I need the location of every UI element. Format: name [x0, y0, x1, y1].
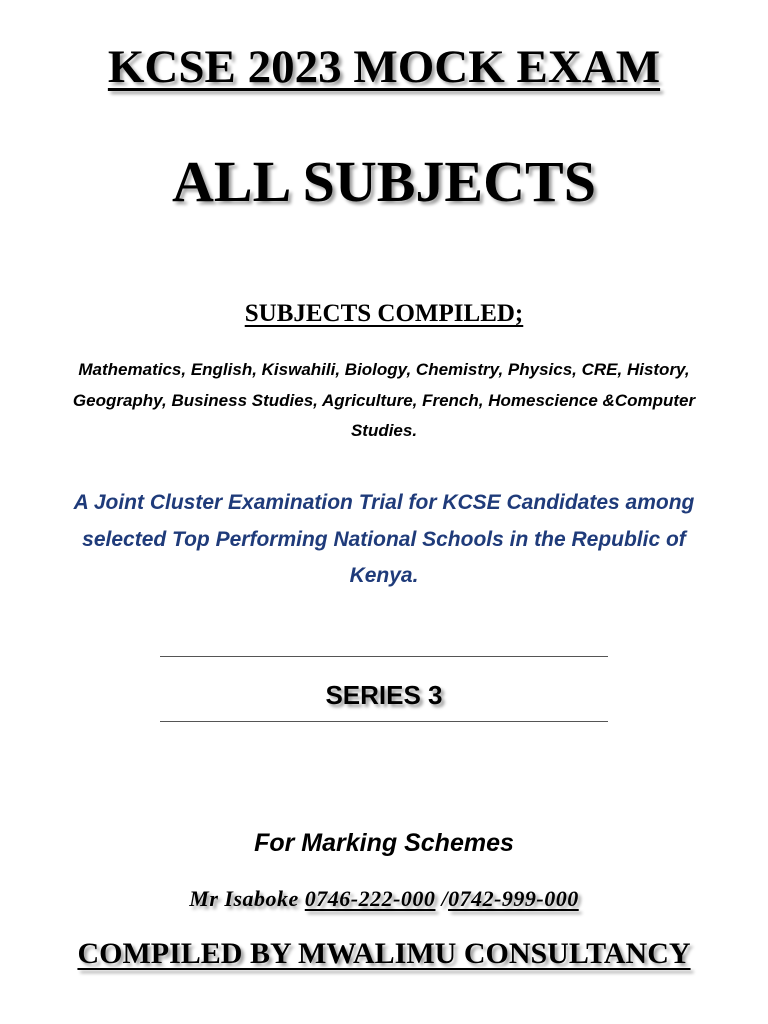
page-title: KCSE 2023 MOCK EXAM — [107, 41, 661, 93]
contact-name: Mr Isaboke — [189, 886, 299, 911]
marking-schemes-label: For Marking Schemes — [254, 829, 514, 857]
page-subtitle: ALL SUBJECTS — [172, 149, 596, 214]
divider-top — [160, 656, 608, 657]
subjects-heading: SUBJECTS COMPILED; — [244, 300, 524, 327]
compiled-by-footer: COMPILED BY MWALIMU CONSULTANCY — [77, 937, 691, 970]
contact-phone-2: 0742-999-000 — [448, 886, 579, 911]
contact-line — [0, 886, 768, 912]
contact-separator: / — [441, 886, 449, 911]
subjects-list: Mathematics, English, Kiswahili, Biology, Chemistry, Physics, CRE, History, Geography, Business Studies, Agriculture, French, Homescience &Computer Studies. — [72, 360, 696, 440]
exam-description: A Joint Cluster Examination Trial for KCSE Candidates among selected Top Performing National Schools in the Republic of Kenya. — [73, 491, 695, 587]
contact-phone-1: 0746-222-000 — [304, 886, 436, 911]
divider-bottom — [160, 721, 608, 722]
series-label: SERIES 3 — [325, 680, 443, 710]
